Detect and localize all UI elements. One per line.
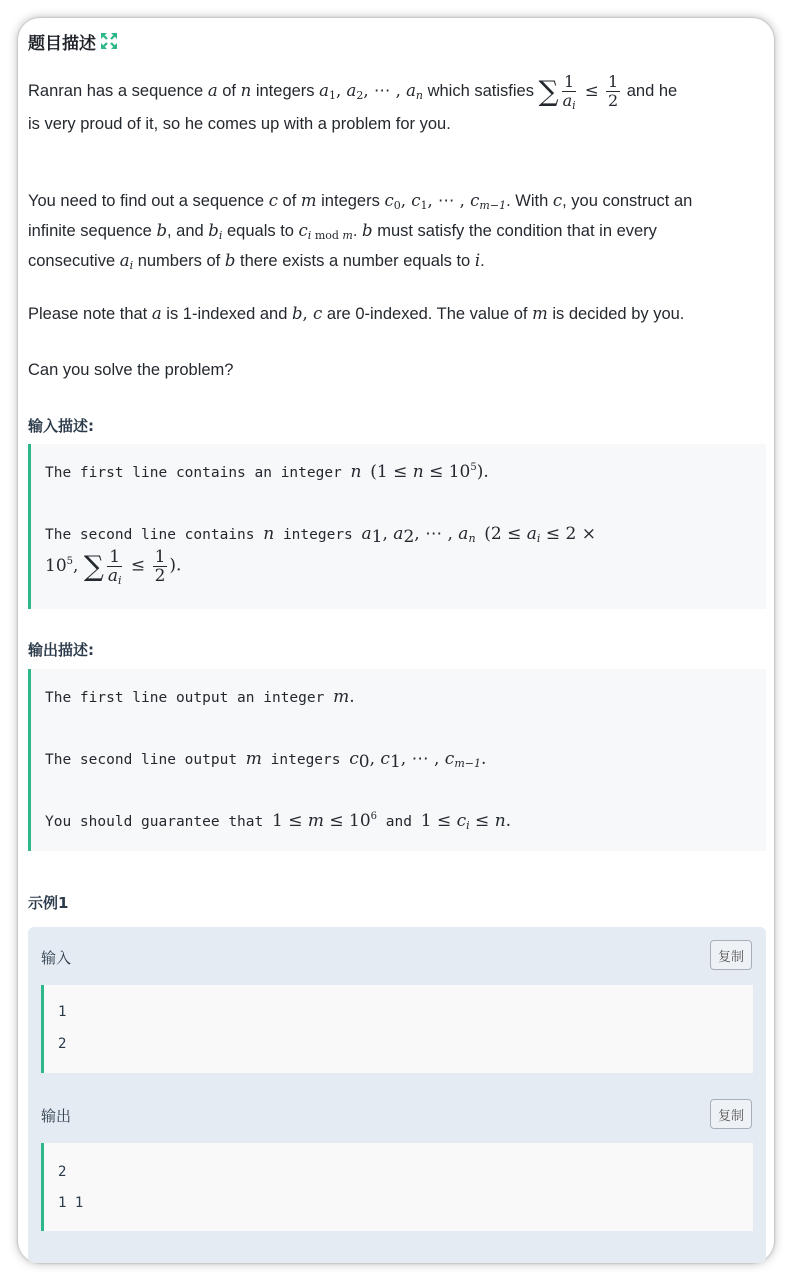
problem-card <box>18 18 774 1263</box>
description-paragraph-4: Can you solve the problem? <box>28 361 234 379</box>
example-input-line-2: 2 <box>58 1036 67 1052</box>
example-title: 示例1 <box>28 894 69 912</box>
example-output-box[interactable] <box>41 1143 753 1231</box>
output-line-3: You should guarantee that $1 \le m \le 10^6$ and $1 \le c_i \le n$. <box>45 811 512 832</box>
example-output-line-2: 1 1 <box>58 1195 84 1211</box>
example-input-line-1: 1 <box>58 1004 67 1020</box>
example-panel <box>28 927 766 1263</box>
input-description-block <box>28 444 766 609</box>
description-paragraph-1: Ranran has a sequence a of n integers $a_1$, $a_2$, ⋯ , $a_n$ which satisfies ∑ $\frac{1}{a_i}$ ≤ $\frac{1}{2}$ and he is very proud of it, so he comes up with a problem for you. <box>28 72 678 133</box>
example-output-label: 输出 <box>41 1107 72 1125</box>
copy-input-button[interactable]: 复制 <box>710 940 752 970</box>
description-paragraph-3: Please note that a is 1-indexed and b, c are 0-indexed. The value of m is decided by you. <box>28 304 685 323</box>
input-line-2-cont: $10^5$, ∑ $\frac{1}{a_i}$ ≤ $\frac{1}{2}$ ). <box>45 547 182 587</box>
input-line-1: The first line contains an integer n $(1 \le n \le 10^5)$. <box>45 462 489 482</box>
example-output-line-1: 2 <box>58 1164 67 1180</box>
output-line-1: The first line output an integer m. <box>45 687 355 707</box>
output-description-block <box>28 669 766 851</box>
example-input-box[interactable] <box>41 985 753 1073</box>
title-row <box>28 28 118 54</box>
input-description-label: 输入描述: <box>28 417 94 435</box>
output-description-label: 输出描述: <box>28 641 94 659</box>
input-line-2: The second line contains n integers $a_1$, $a_2$, ⋯ , $a_n$ ($2 \le a_i \le 2$ × <box>45 524 596 547</box>
copy-output-button[interactable]: 复制 <box>710 1099 752 1129</box>
example-input-label: 输入 <box>41 949 72 967</box>
description-paragraph-2: You need to find out a sequence c of m integers $c_0$, $c_1$, ⋯ , $c_{m-1}$. With c, you construct an infinite sequence b, and $b_i$ equals to $c_{i mod m}$. b must satisfy the condition that in every consecutive $a_i$ numbers of b there exists a number equals to i. <box>28 191 693 272</box>
problem-title: 题目描述 <box>28 33 96 54</box>
output-line-2: The second line output m integers $c_0$, $c_1$, ⋯ , $c_{m-1}$. <box>45 749 487 772</box>
expand-arrows-icon[interactable] <box>100 32 118 50</box>
